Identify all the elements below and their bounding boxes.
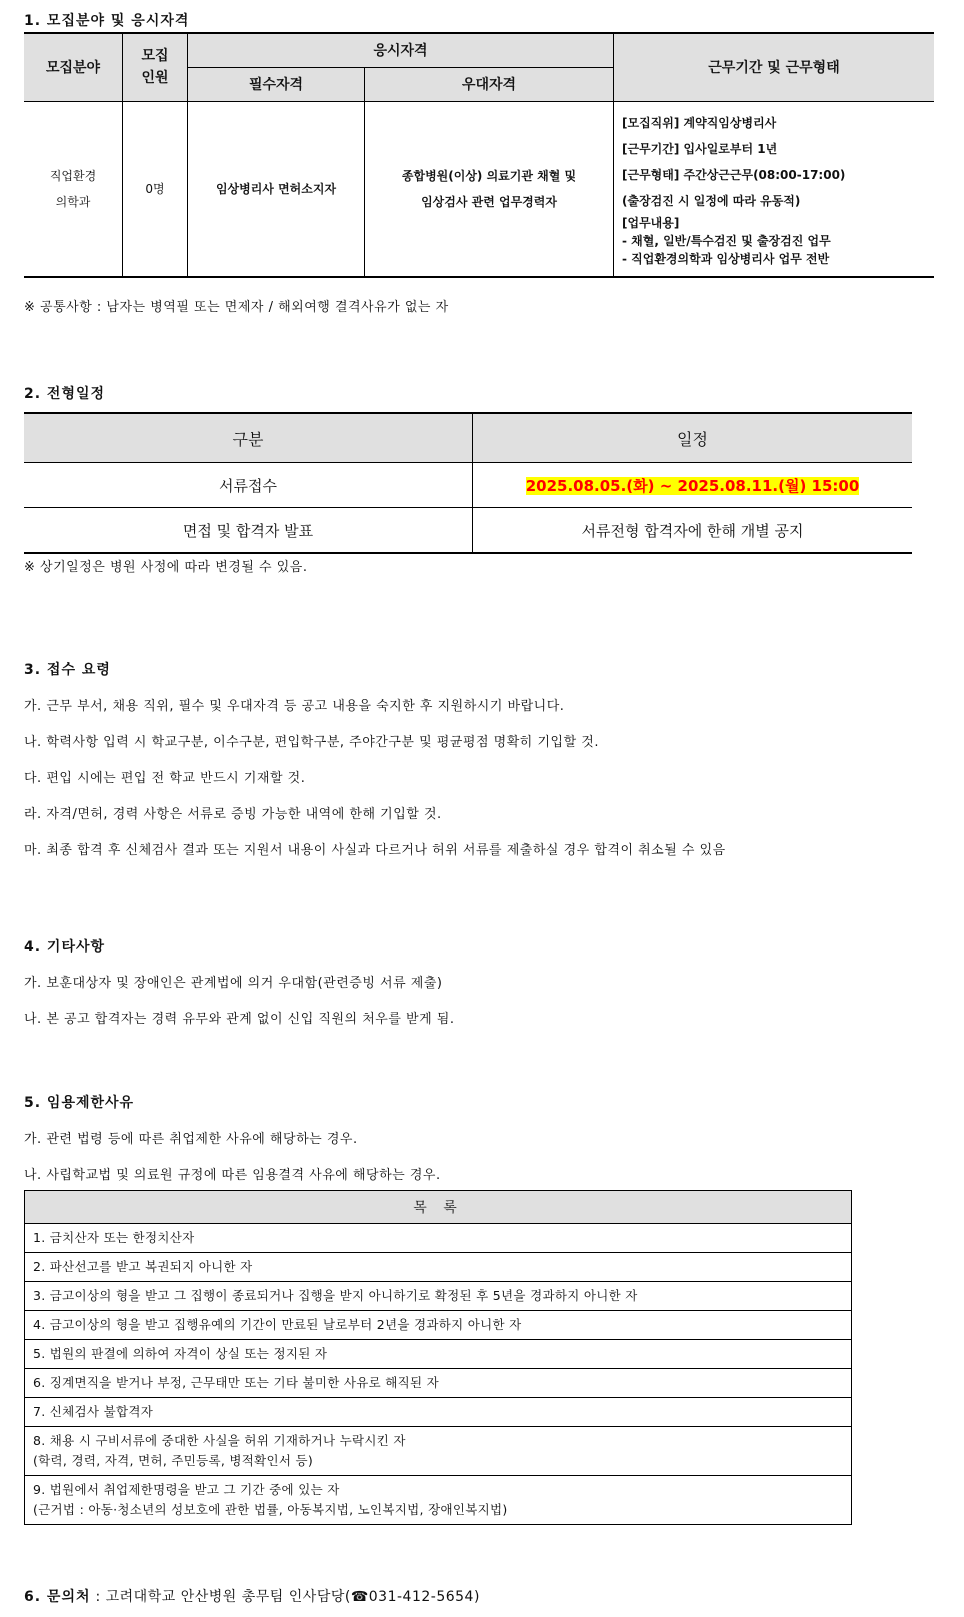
field-cell: 직업환경 의학과	[24, 101, 123, 277]
table-row: 4. 금고이상의 형을 받고 집행유예의 기간이 만료된 날로부터 2년을 경과하지 아니한 자	[25, 1311, 852, 1340]
preferred-cell	[365, 101, 614, 277]
s3-item: 라. 자격/면허, 경력 사항은 서류로 증빙 가능한 내역에 한해 기입할 것.	[24, 807, 442, 822]
highlighted-date: 2025.08.05.(화) ~ 2025.08.11.(월) 15:00	[525, 476, 860, 495]
table-row: 7. 신체검사 불합격자	[25, 1398, 852, 1427]
preferred-line-2: 임상검사 관련 업무경력자	[421, 194, 557, 209]
table-row: 3. 금고이상의 형을 받고 그 집행이 종료되거나 집행을 받지 아니하기로 확정된 후 5년을 경과하지 아니한 자	[25, 1282, 852, 1311]
count-cell: 0명	[123, 101, 188, 277]
s4-item: 가. 보훈대상자 및 장애인은 관계법에 의거 우대함(관련증빙 서류 제출)	[24, 976, 443, 991]
row8-line-1: 8. 채용 시 구비서류에 중대한 사실을 허위 기재하거나 누락시킨 자	[33, 1433, 406, 1448]
section-2-title: 2. 전형일정	[24, 386, 106, 402]
schedule-table	[24, 412, 912, 554]
common-note: ※ 공통사항 : 남자는 병역필 또는 면제자 / 해외여행 결격사유가 없는 자	[24, 300, 449, 315]
cond-type: [근무형태] 주간상근근무(08:00-17:00)	[622, 167, 846, 182]
table-row: 5. 법원의 판결에 의하여 자격이 상실 또는 정지된 자	[25, 1340, 852, 1369]
s3-item: 가. 근무 부서, 채용 직위, 필수 및 우대자격 등 공고 내용을 숙지한 후 지원하시기 바랍니다.	[24, 699, 565, 714]
header-period: 근무기간 및 근무형태	[614, 33, 935, 101]
cond-duty-2: - 직업환경의학과 임상병리사 업무 전반	[622, 251, 830, 266]
cond-type-note: (출장검진 시 일정에 따라 유동적)	[622, 193, 801, 208]
cond-period: [근무기간] 입사일로부터 1년	[622, 141, 778, 156]
schedule-note: ※ 상기일정은 병원 사정에 따라 변경될 수 있음.	[24, 560, 308, 575]
s3-item: 나. 학력사항 입력 시 학교구분, 이수구분, 편입학구분, 주야간구분 및 평균평점 명확히 기입할 것.	[24, 735, 599, 750]
table-row	[25, 1427, 852, 1476]
list-header: 목 록	[25, 1191, 852, 1224]
s3-item: 마. 최종 합격 후 신체검사 결과 또는 지원서 내용이 사실과 다르거나 허위 서류를 제출하실 경우 합격이 취소될 수 있음	[24, 843, 726, 858]
header-required: 필수자격	[188, 67, 365, 101]
cond-duty-1: - 채혈, 일반/특수검진 및 출장검진 업무	[622, 233, 831, 248]
interview-value: 서류전형 합격자에 한해 개별 공지	[473, 508, 913, 554]
section-6-title: 6. 문의처	[24, 1589, 91, 1605]
preferred-line-1: 종합병원(이상) 의료기관 채혈 및	[401, 168, 577, 183]
cond-duties-label: [업무내용]	[622, 215, 680, 230]
contact-line	[24, 1586, 480, 1606]
required-cell: 임상병리사 면허소지자	[188, 101, 365, 277]
row8-line-2: (학력, 경력, 자격, 면허, 주민등록, 병적확인서 등)	[33, 1453, 314, 1468]
section-1-title: 1. 모집분야 및 응시자격	[24, 13, 190, 29]
table-row	[25, 1476, 852, 1525]
s3-item: 다. 편입 시에는 편입 전 학교 반드시 기재할 것.	[24, 771, 306, 786]
section-4-title: 4. 기타사항	[24, 939, 106, 955]
header-schedule: 일정	[473, 413, 913, 463]
header-qualification: 응시자격	[188, 33, 614, 67]
interview-label: 면접 및 합격자 발표	[24, 508, 473, 554]
row9-line-1: 9. 법원에서 취업제한명령을 받고 그 기간 중에 있는 자	[33, 1482, 340, 1497]
s4-item: 나. 본 공고 합격자는 경력 유무와 관계 없이 신입 직원의 처우를 받게 됨.	[24, 1012, 455, 1027]
s5-item: 가. 관련 법령 등에 따른 취업제한 사유에 해당하는 경우.	[24, 1132, 358, 1147]
table-row: 1. 금치산자 또는 한정치산자	[25, 1224, 852, 1253]
disqualification-table	[24, 1190, 852, 1525]
cond-position: [모집직위] 계약직임상병리사	[622, 115, 777, 130]
table-row: 2. 파산선고를 받고 복권되지 아니한 자	[25, 1253, 852, 1282]
header-field: 모집분야	[24, 33, 123, 101]
header-preferred: 우대자격	[365, 67, 614, 101]
document-submission-label: 서류접수	[24, 463, 473, 508]
contact-text: : 고려대학교 안산병원 총무팀 인사담당(☎031-412-5654)	[90, 1589, 480, 1605]
header-category: 구분	[24, 413, 473, 463]
document-submission-date	[473, 463, 913, 508]
work-conditions-cell	[614, 101, 935, 277]
s5-item: 나. 사립학교법 및 의료원 규정에 따른 임용결격 사유에 해당하는 경우.	[24, 1168, 441, 1183]
recruitment-table	[24, 32, 934, 278]
header-count: 모집 인원	[123, 33, 188, 101]
table-row: 6. 징계면직을 받거나 부정, 근무태만 또는 기타 불미한 사유로 해직된 자	[25, 1369, 852, 1398]
section-3-title: 3. 접수 요령	[24, 662, 111, 678]
row9-line-2: (근거법 : 아동·청소년의 성보호에 관한 법률, 아동복지법, 노인복지법, 장애인복지법)	[33, 1502, 508, 1517]
section-5-title: 5. 임용제한사유	[24, 1095, 135, 1111]
